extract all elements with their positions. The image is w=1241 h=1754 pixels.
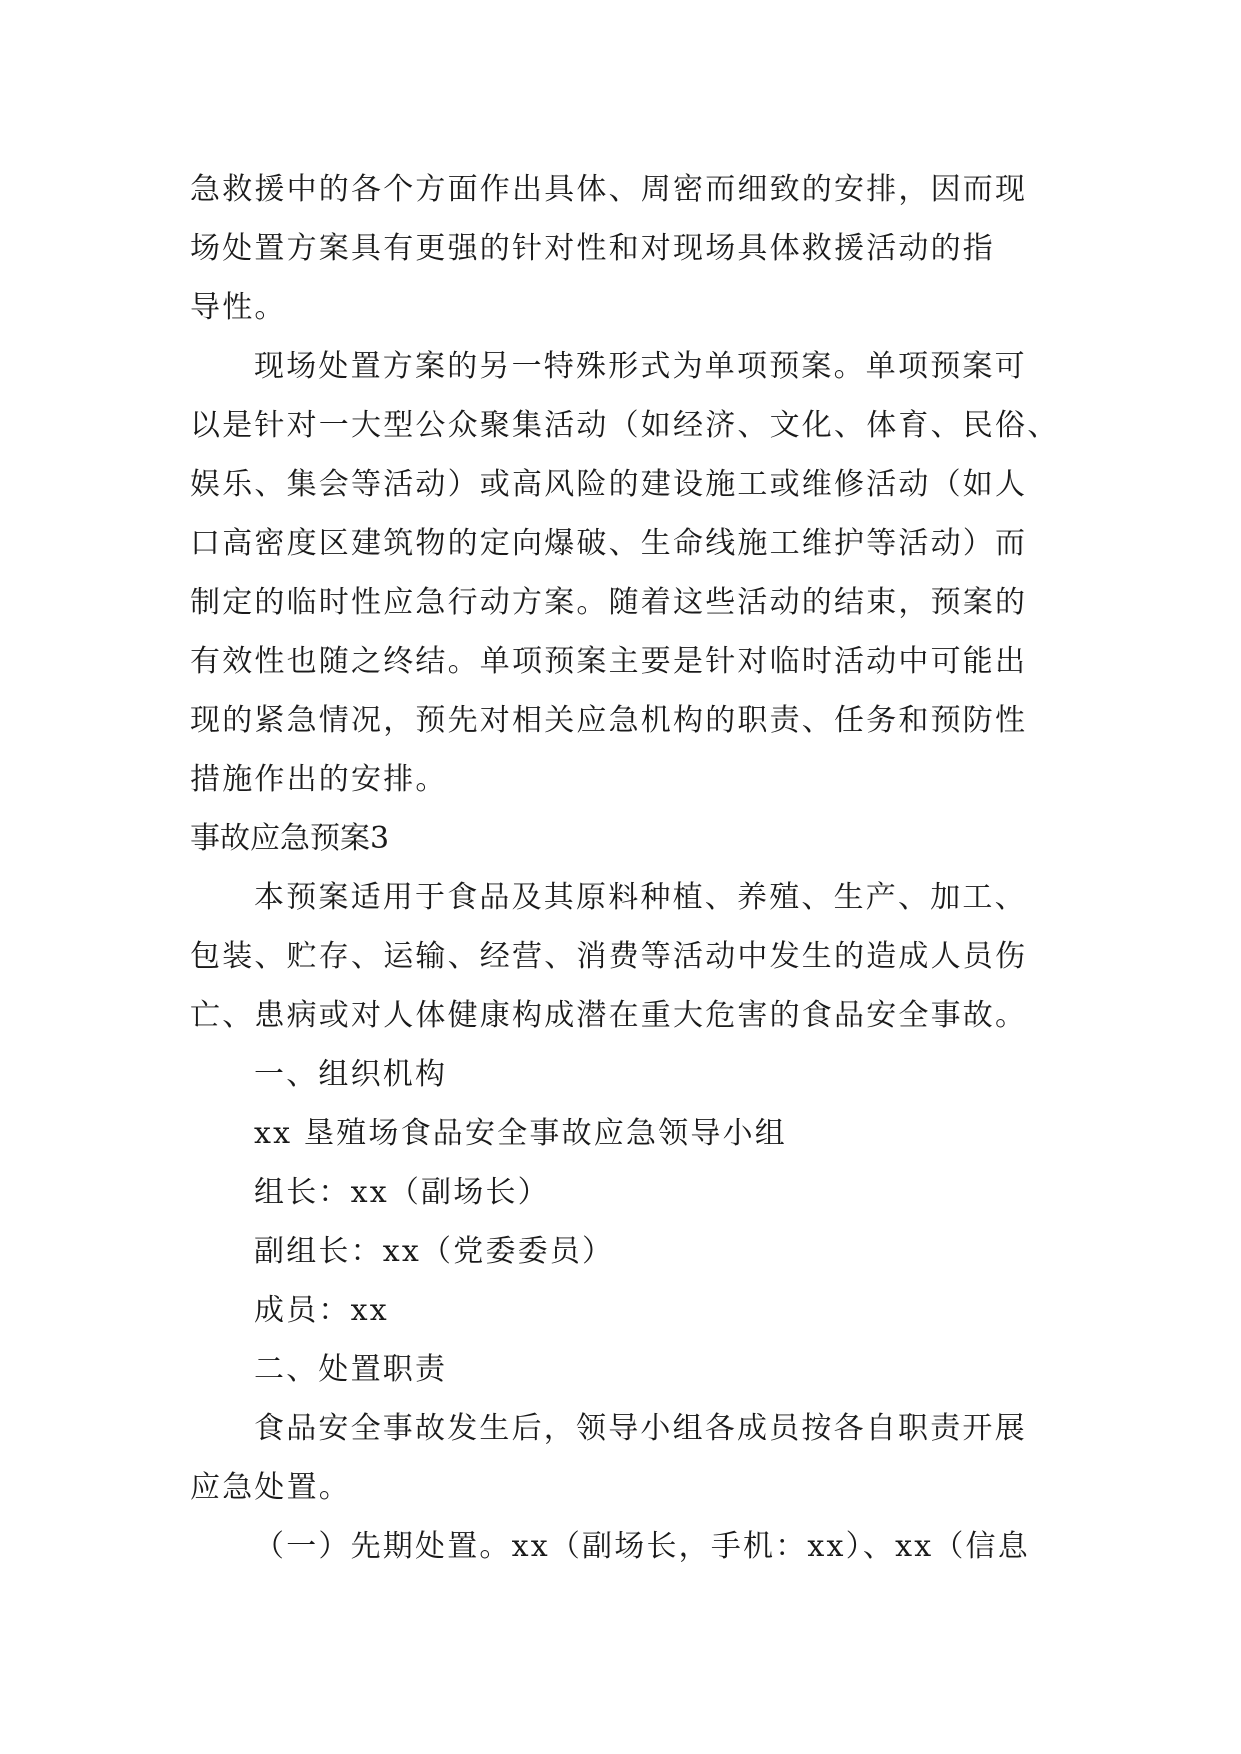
text-line: 急救援中的各个方面作出具体、周密而细致的安排，因而现 — [190, 172, 1028, 207]
list-item: （一）先期处置。xx（副场长，手机：xx）、xx（信息 — [254, 1529, 1030, 1564]
text-line: 应急处置。 — [190, 1470, 351, 1505]
text-line: 口高密度区建筑物的定向爆破、生命线施工维护等活动）而 — [190, 526, 1028, 561]
group-name: xx 垦殖场食品安全事故应急领导小组 — [254, 1116, 787, 1151]
text-line: 本预案适用于食品及其原料种植、养殖、生产、加工、 — [254, 880, 1027, 915]
text-line: 措施作出的安排。 — [190, 762, 448, 797]
text-line: 现场处置方案的另一特殊形式为单项预案。单项预案可 — [254, 349, 1027, 384]
text-line: 导性。 — [190, 290, 287, 325]
section-heading: 一、组织机构 — [254, 1057, 448, 1092]
text-line: 有效性也随之终结。单项预案主要是针对临时活动中可能出 — [190, 644, 1028, 679]
deputy-leader-line: 副组长：xx（党委委员） — [254, 1234, 615, 1269]
text-line: 以是针对一大型公众聚集活动（如经济、文化、体育、民俗、 — [190, 408, 1060, 443]
members-line: 成员：xx — [254, 1293, 389, 1328]
text-line: 包装、贮存、运输、经营、消费等活动中发生的造成人员伤 — [190, 939, 1028, 974]
text-line: 娱乐、集会等活动）或高风险的建设施工或维修活动（如人 — [190, 467, 1028, 502]
text-line: 食品安全事故发生后，领导小组各成员按各自职责开展 — [254, 1411, 1027, 1446]
text-line: 制定的临时性应急行动方案。随着这些活动的结束，预案的 — [190, 585, 1028, 620]
text-line: 亡、患病或对人体健康构成潜在重大危害的食品安全事故。 — [190, 998, 1028, 1033]
text-line: 场处置方案具有更强的针对性和对现场具体救援活动的指 — [190, 231, 995, 266]
document-page — [190, 160, 1070, 1576]
section-heading: 二、处置职责 — [254, 1352, 448, 1387]
leader-line: 组长：xx（副场长） — [254, 1175, 550, 1210]
section-title: 事故应急预案3 — [190, 821, 390, 856]
text-line: 现的紧急情况，预先对相关应急机构的职责、任务和预防性 — [190, 703, 1028, 738]
